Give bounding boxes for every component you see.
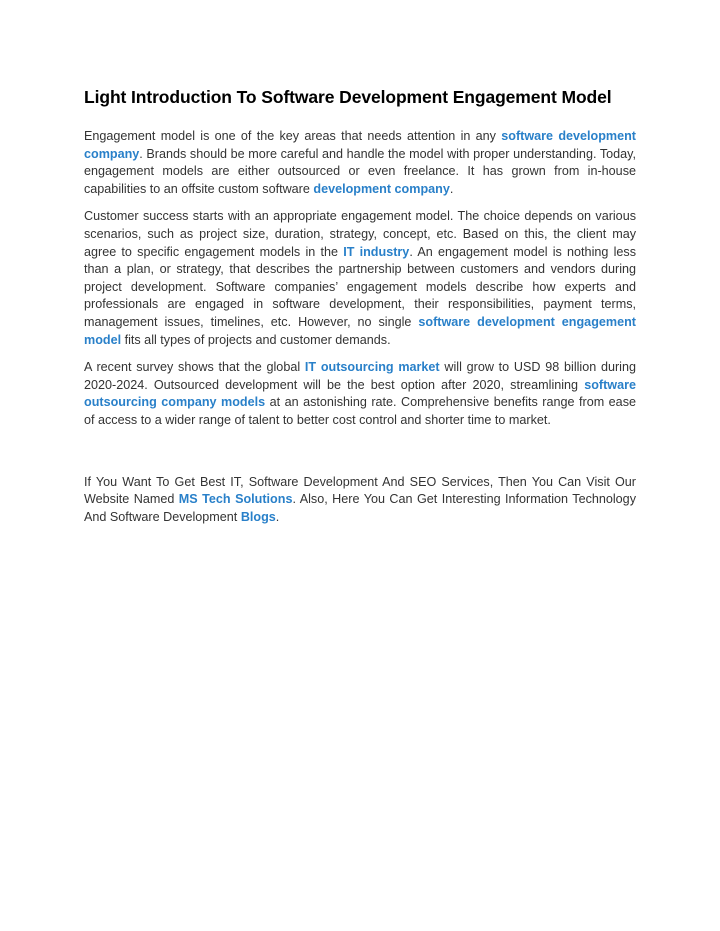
paragraph-1 xyxy=(84,128,636,198)
paragraph-2-text-2: . An engagement model is nothing less than a plan, or strategy, that describes the partnership between customers and vendors during project development. Software companies’ engagement models describe how experts and professionals are engaged in software development, their responsibilities, payment terms, management issues, timelines, etc. However, no single xyxy=(84,244,636,329)
paragraph-1-text-2: . Brands should be more careful and handle the model with proper understanding. Today, engagement models are either outsourced or even freelance. It has grown from in-house capabilities to an offsite custom software xyxy=(84,146,636,196)
link-development-company[interactable]: development company xyxy=(313,181,450,196)
paragraph-3-text-3: at an astonishing rate. Comprehensive benefits range from ease of access to a wider range of talent to better cost control and shorter time to market. xyxy=(84,395,636,427)
link-it-outsourcing-market[interactable]: IT outsourcing market xyxy=(304,360,440,375)
link-software-outsourcing-company-models[interactable]: software outsourcing company models xyxy=(84,377,636,410)
paragraph-4-text-2: . Also, Here You Can Get Interesting Information Technology And Software Development xyxy=(84,492,636,524)
paragraph-2-text-3: fits all types of projects and customer demands. xyxy=(121,332,391,347)
paragraph-2-text-1: Customer success starts with an appropriate engagement model. The choice depends on various scenarios, such as project size, duration, strategy, concept, etc. Based on this, the client may agree to specific engagement models in the xyxy=(84,209,636,259)
paragraph-1-text-3: . xyxy=(449,181,454,196)
paragraph-3-text-2: will grow to USD 98 billion during 2020-2024. Outsourced development will be the best option after 2020, streamlining xyxy=(84,360,636,392)
paragraph-1-text-1: Engagement model is one of the key areas that needs attention in any xyxy=(84,129,502,143)
paragraph-4 xyxy=(84,474,636,527)
link-ms-tech-solutions[interactable]: MS Tech Solutions xyxy=(178,492,293,507)
link-software-development-company[interactable]: software development company xyxy=(84,129,636,161)
link-it-industry[interactable]: IT industry xyxy=(343,244,410,259)
paragraph-2 xyxy=(84,208,636,349)
document-content xyxy=(84,86,636,526)
paragraph-4-text-3: . xyxy=(275,509,280,524)
page-title: Light Introduction To Software Development Engagement Model xyxy=(84,87,612,107)
link-software-development-engagement-model[interactable]: software development engagement model xyxy=(84,314,636,347)
paragraph-3-text-1: A recent survey shows that the global xyxy=(84,360,305,375)
link-blogs[interactable]: Blogs xyxy=(240,509,276,524)
paragraph-4-text-1: If You Want To Get Best IT, Software Development And SEO Services, Then You Can Visit Our Website Named xyxy=(84,474,636,507)
paragraph-3 xyxy=(84,359,636,429)
